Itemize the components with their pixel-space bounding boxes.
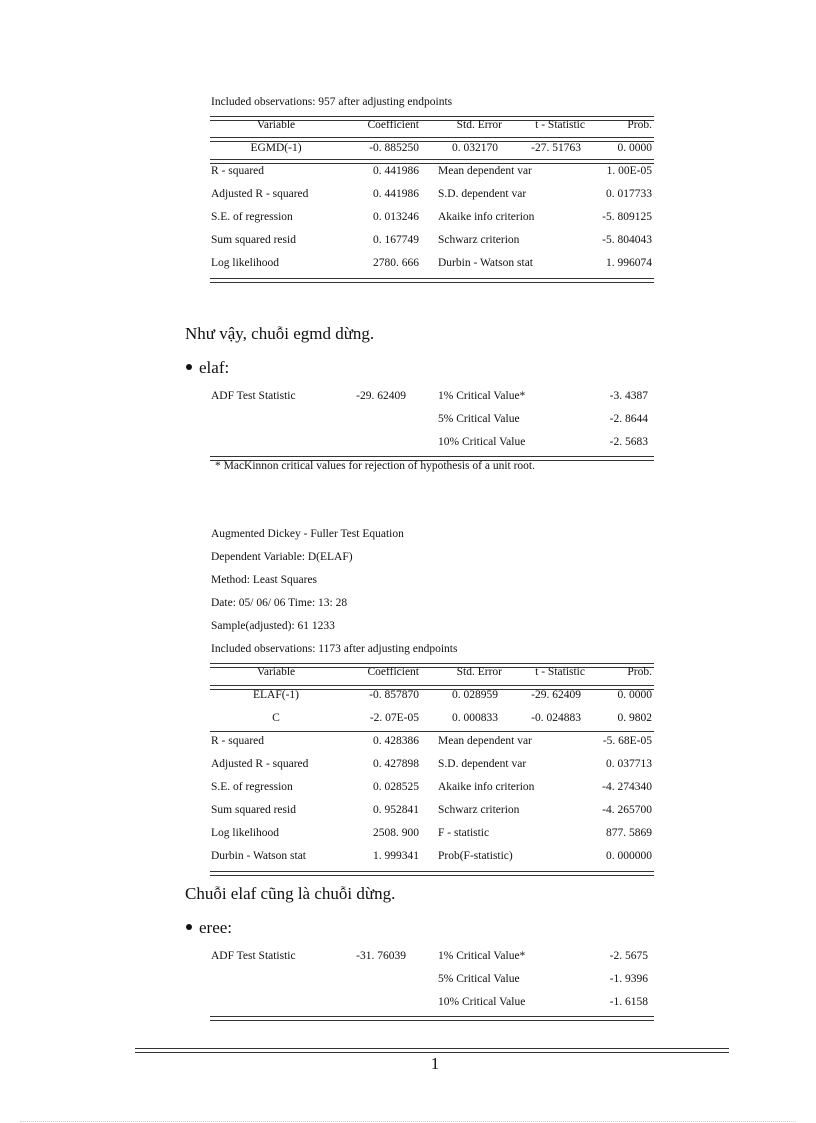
conclusion-egmd: Như vậy, chuỗi egmd dừng. bbox=[185, 324, 375, 343]
col-header-coefficient: Coefficient bbox=[367, 666, 419, 678]
adf-label: ADF Test Statistic bbox=[211, 950, 296, 962]
stat-label: Sum squared resid bbox=[211, 234, 296, 246]
adf-value: -31. 76039 bbox=[356, 950, 406, 962]
var-name: EGMD(-1) bbox=[250, 142, 302, 154]
bullet-icon bbox=[186, 924, 192, 930]
adf-value: -29. 62409 bbox=[356, 390, 406, 402]
col-header-std-error: Std. Error bbox=[456, 119, 502, 131]
included-observations-1: Included observations: 957 after adjusting endpoints bbox=[211, 96, 453, 108]
stat-label: R - squared bbox=[211, 735, 265, 747]
sample-adjusted: Sample(adjusted): 61 1233 bbox=[211, 620, 335, 632]
col-header-t-statistic: t - Statistic bbox=[535, 666, 585, 678]
stat-value: 877. 5869 bbox=[606, 827, 652, 839]
col-header-std-error: Std. Error bbox=[456, 666, 502, 678]
var-coefficient: -0. 885250 bbox=[369, 142, 419, 154]
table-bottom-rule bbox=[210, 278, 654, 283]
critical-value-label: 5% Critical Value bbox=[438, 413, 520, 425]
critical-value: -2. 5683 bbox=[609, 436, 648, 448]
included-observations-2: Included observations: 1173 after adjusting endpoints bbox=[211, 643, 458, 655]
equation-title: Augmented Dickey - Fuller Test Equation bbox=[211, 528, 404, 540]
dependent-variable: Dependent Variable: D(ELAF) bbox=[211, 551, 353, 563]
stat-value: -5. 809125 bbox=[602, 211, 652, 223]
adf-label: ADF Test Statistic bbox=[211, 390, 296, 402]
stat-label: Durbin - Watson stat bbox=[438, 257, 534, 269]
col-header-prob: Prob. bbox=[627, 119, 652, 131]
critical-value-label: 1% Critical Value* bbox=[438, 390, 526, 402]
stat-label: Mean dependent var bbox=[438, 735, 532, 747]
stat-label: S.E. of regression bbox=[211, 781, 293, 793]
col-header-prob: Prob. bbox=[627, 666, 652, 678]
stat-value: 0. 013246 bbox=[373, 211, 419, 223]
bullet-eree bbox=[186, 918, 232, 938]
footer-rule bbox=[135, 1048, 729, 1053]
var-std-error: 0. 032170 bbox=[452, 142, 498, 154]
col-header-variable: Variable bbox=[256, 666, 296, 678]
date-time: Date: 05/ 06/ 06 Time: 13: 28 bbox=[211, 597, 348, 609]
stat-label: Durbin - Watson stat bbox=[211, 850, 307, 862]
critical-value-label: 5% Critical Value bbox=[438, 973, 520, 985]
stat-label: R - squared bbox=[211, 165, 265, 177]
var-prob: 0. 9802 bbox=[617, 712, 652, 724]
stat-value: 0. 017733 bbox=[606, 188, 652, 200]
stat-value: 1. 996074 bbox=[606, 257, 652, 269]
var-std-error: 0. 028959 bbox=[452, 689, 498, 701]
stat-label: Akaike info criterion bbox=[438, 211, 535, 223]
stats-rule bbox=[210, 731, 654, 732]
var-name: ELAF(-1) bbox=[253, 689, 299, 701]
critical-value: -2. 8644 bbox=[609, 413, 648, 425]
method: Method: Least Squares bbox=[211, 574, 318, 586]
col-header-t-statistic: t - Statistic bbox=[535, 119, 585, 131]
bullet-elaf bbox=[186, 358, 229, 378]
stat-label: Mean dependent var bbox=[438, 165, 532, 177]
critical-value: -1. 6158 bbox=[609, 996, 648, 1008]
critical-value: -3. 4387 bbox=[609, 390, 648, 402]
stat-value: 0. 427898 bbox=[373, 758, 419, 770]
stat-label: S.D. dependent var bbox=[438, 188, 527, 200]
stat-value: -5. 68E-05 bbox=[602, 735, 652, 747]
stats-rule bbox=[210, 159, 654, 164]
var-name: C bbox=[272, 712, 280, 724]
var-t-statistic: -29. 62409 bbox=[531, 689, 581, 701]
stat-value: 0. 167749 bbox=[373, 234, 419, 246]
stat-label: Adjusted R - squared bbox=[211, 188, 309, 200]
stat-value: 0. 000000 bbox=[606, 850, 652, 862]
var-coefficient: -2. 07E-05 bbox=[369, 712, 419, 724]
mackinnon-note: * MacKinnon critical values for rejection of hypothesis of a unit root. bbox=[215, 460, 535, 472]
page-number: 1 bbox=[430, 1054, 440, 1073]
critical-value-label: 1% Critical Value* bbox=[438, 950, 526, 962]
var-coefficient: -0. 857870 bbox=[369, 689, 419, 701]
stat-label: F - statistic bbox=[438, 827, 490, 839]
page-edge bbox=[20, 1121, 796, 1122]
var-prob: 0. 0000 bbox=[617, 689, 652, 701]
stat-value: -5. 804043 bbox=[602, 234, 652, 246]
critical-value: -1. 9396 bbox=[609, 973, 648, 985]
stat-value: 2780. 666 bbox=[373, 257, 419, 269]
critical-value: -2. 5675 bbox=[609, 950, 648, 962]
stat-value: 0. 028525 bbox=[373, 781, 419, 793]
table-bottom-rule bbox=[210, 871, 654, 876]
adf-rule bbox=[210, 1016, 654, 1021]
stat-label: Log likelihood bbox=[211, 257, 280, 269]
bullet-label: eree: bbox=[199, 918, 233, 937]
stat-value: 0. 952841 bbox=[373, 804, 419, 816]
conclusion-elaf: Chuỗi elaf cũng là chuỗi dừng. bbox=[185, 884, 396, 903]
stat-label: S.D. dependent var bbox=[438, 758, 527, 770]
stat-value: -4. 265700 bbox=[602, 804, 652, 816]
stat-label: Log likelihood bbox=[211, 827, 280, 839]
stat-label: Sum squared resid bbox=[211, 804, 296, 816]
stat-label: Adjusted R - squared bbox=[211, 758, 309, 770]
stat-label: Akaike info criterion bbox=[438, 781, 535, 793]
var-std-error: 0. 000833 bbox=[452, 712, 498, 724]
col-header-variable: Variable bbox=[256, 119, 296, 131]
stat-label: Prob(F-statistic) bbox=[438, 850, 513, 862]
bullet-label: elaf: bbox=[199, 358, 230, 377]
stat-value: 1. 00E-05 bbox=[606, 165, 652, 177]
var-prob: 0. 0000 bbox=[617, 142, 652, 154]
stat-value: 0. 441986 bbox=[373, 165, 419, 177]
col-header-coefficient: Coefficient bbox=[367, 119, 419, 131]
stat-value: 0. 441986 bbox=[373, 188, 419, 200]
stat-label: S.E. of regression bbox=[211, 211, 293, 223]
bullet-icon bbox=[186, 364, 192, 370]
var-t-statistic: -27. 51763 bbox=[531, 142, 581, 154]
stat-value: 0. 037713 bbox=[606, 758, 652, 770]
critical-value-label: 10% Critical Value bbox=[438, 996, 526, 1008]
critical-value-label: 10% Critical Value bbox=[438, 436, 526, 448]
stat-value: -4. 274340 bbox=[602, 781, 652, 793]
var-t-statistic: -0. 024883 bbox=[531, 712, 581, 724]
stat-value: 1. 999341 bbox=[373, 850, 419, 862]
stat-value: 2508. 900 bbox=[373, 827, 419, 839]
stat-label: Schwarz criterion bbox=[438, 804, 520, 816]
stat-label: Schwarz criterion bbox=[438, 234, 520, 246]
stat-value: 0. 428386 bbox=[373, 735, 419, 747]
